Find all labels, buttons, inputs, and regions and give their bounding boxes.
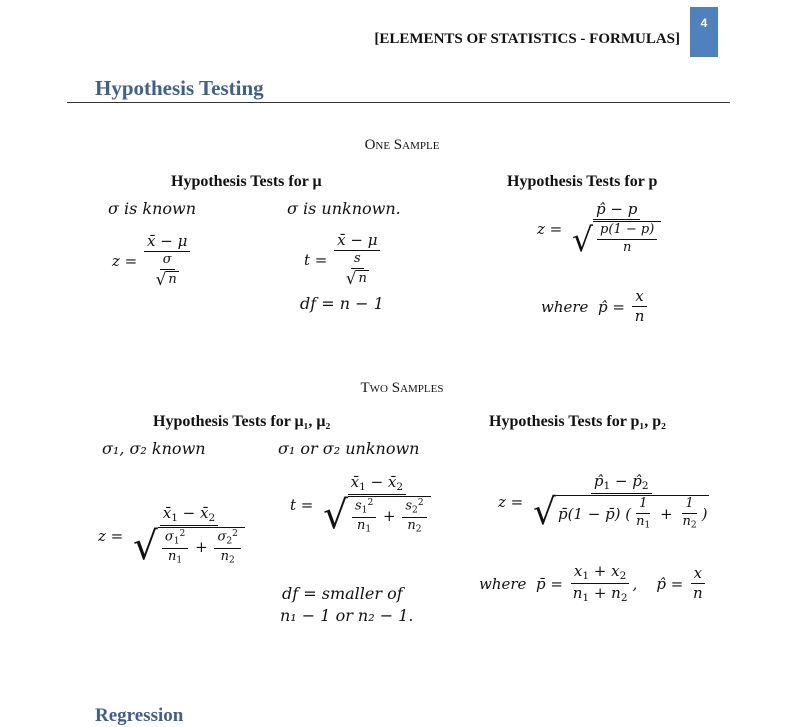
one-sample-mean-heading: Hypothesis Tests for μ: [171, 173, 322, 190]
two-sample-known-label: σ₁, σ₂ known: [102, 439, 206, 458]
section-divider: [67, 102, 730, 103]
where-label: where: [541, 297, 589, 316]
two-sample-unknown-label: σ₁ or σ₂ unknown: [278, 439, 420, 458]
page-number-badge: 4: [690, 7, 718, 57]
two-sample-proportion-heading: Hypothesis Tests for p₁, p₂: [489, 413, 666, 430]
two-sample-df-line1: df = smaller of: [282, 584, 403, 603]
one-sample-unknown-label: σ is unknown.: [287, 199, 401, 218]
pooled-p-definition: where p̄ = $\frac{x_1 + x_2}{n_1 + n_2}$ , p̂ = $\frac{x}{n}$: [479, 563, 708, 604]
two-samples-subtitle: Two Samples: [360, 380, 444, 396]
two-sample-mean-heading: Hypothesis Tests for μ₁, μ₂: [153, 413, 331, 430]
t-formula-sigma-unknown: t = x̄ − μ s √ n: [304, 232, 382, 287]
one-sample-known-label: σ is known: [108, 199, 197, 218]
z-formula-two-means: z = $x̄_1$ − $x̄_2$ √ $\frac{\sigma_1^2}{n_1}$ + $\frac{\sigma_2^2}{n_2}$: [98, 505, 250, 566]
one-sample-proportion-heading: Hypothesis Tests for p: [507, 173, 658, 190]
two-sample-df-line2: n₁ − 1 or n₂ − 1.: [280, 606, 414, 625]
t-formula-two-means: t = $x̄_1$ − $x̄_2$ √ $\frac{s_1^2}{n_1}$ + $\frac{s_2^2}{n_2}$: [290, 474, 436, 535]
p-hat-definition: where p̂ = $\frac{x}{n}$: [541, 288, 649, 326]
section-title: Hypothesis Testing: [95, 76, 264, 100]
one-sample-subtitle: One Sample: [364, 137, 440, 153]
next-section-title: Regression: [95, 705, 184, 726]
z-formula-proportion: z = p̂ − p √ $\frac{p(1 - p)}{n}$: [537, 201, 666, 256]
z-formula-two-proportions: z = $p̂_1$ − $p̂_2$ √ p̄(1 − p̄) ( $\frac{1}{n_1}$ + $\frac{1}{n_2}$ ): [498, 472, 708, 534]
one-sample-df: df = n − 1: [300, 294, 384, 313]
document-header-title: [ELEMENTS OF STATISTICS - FORMULAS]: [374, 31, 680, 47]
where-label-two: where: [479, 574, 527, 593]
z-formula-sigma-known: z = x̄ − μ σ √ n: [112, 233, 192, 288]
